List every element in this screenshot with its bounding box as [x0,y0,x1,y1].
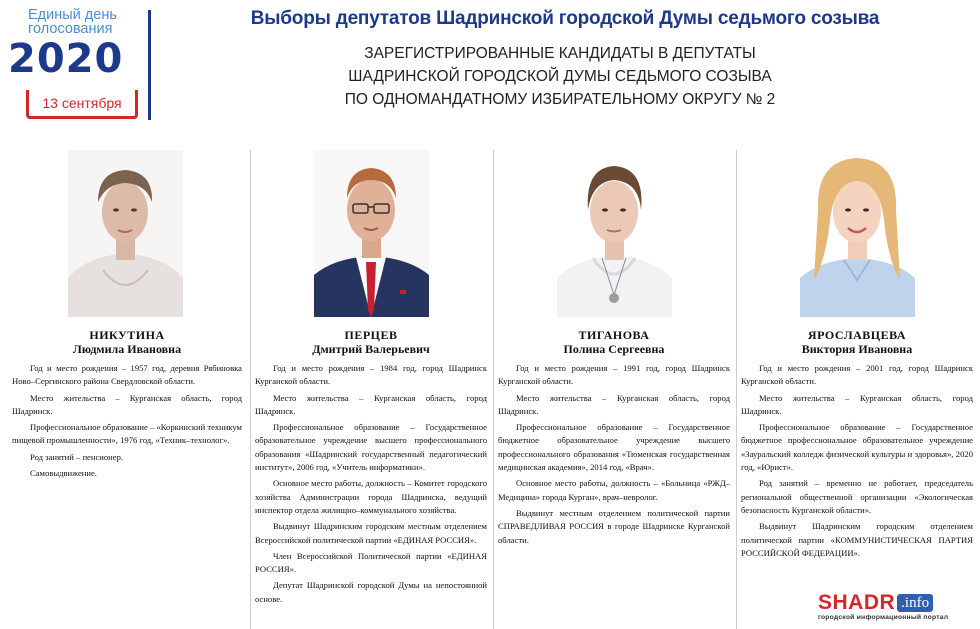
candidate-photo [68,150,183,317]
bio-paragraph: Профессиональное образование – «Коркинский техникум пищевой промышленности», 1976 год, «Техник–технолог». [12,422,242,446]
candidate-given-name: Виктория Ивановна [801,342,913,356]
candidate-bio [255,362,487,609]
candidate-bio [12,362,242,483]
subtitle-line: ПО ОДНОМАНДАТНОМУ ИЗБИРАТЕЛЬНОМУ ОКРУГУ № 2 [344,91,776,108]
shadr-info-watermark [818,592,968,621]
logo-date: 13 сентября [26,90,138,119]
logo-year: 2020 [8,36,124,82]
subtitle-line: ШАДРИНСКОЙ ГОРОДСКОЙ ДУМЫ СЕДЬМОГО СОЗЫВА [348,68,772,85]
bio-paragraph: Выдвинут Шадринским городским местным отделением Всероссийской политической партии «ЕДИНАЯ РОССИЯ». [255,521,487,545]
bio-paragraph: Основное место работы, должность – Комитет городского хозяйства Администрации города Шадринска, ведущий инспектор отдела жилищно–коммунального хозяйства. [255,478,487,515]
page-title: Выборы депутатов Шадринской городской Думы седьмого созыва [250,8,880,29]
bio-paragraph: Профессиональное образование – Государственное образовательное учреждение высшего профессионального образования «Шадринский государственный педагогический институт», 2006 год, «Учитель информатики». [255,422,487,473]
logo-top-line1: Единый день [28,7,117,23]
candidate-card [736,150,977,629]
page-subtitle [300,42,820,111]
candidate-surname: НИКУТИНА [89,328,165,342]
bio-paragraph: Профессиональное образование – Государственное бюджетное профессиональное образовательное учреждение «Зауральский колледж физической культуры и здоровья», 2020 год, «Юрист». [741,422,973,473]
bio-paragraph: Основное место работы, должность – «Больница «РЖД–Медицина» города Курган», врач–невролог. [498,478,730,502]
bio-paragraph: Выдвинут Шадринским городским отделением политической партии «КОММУНИСТИЧЕСКАЯ ПАРТИЯ РОССИЙСКОЙ ФЕДЕРАЦИИ». [741,521,973,558]
header-divider [148,10,151,120]
subtitle-line: ЗАРЕГИСТРИРОВАННЫЕ КАНДИДАТЫ В ДЕПУТАТЫ [364,45,756,62]
logo-top-line2: голосования [28,21,113,37]
candidate-photo [314,150,429,317]
bio-paragraph: Год и место рождения – 1984 год, город Шадринск Курганской области. [255,363,487,387]
candidate-surname: ЯРОСЛАВЦЕВА [807,328,907,342]
bio-paragraph: Год и место рождения – 1991 год, город Шадринск Курганской области. [498,363,730,387]
watermark-main: SHADR [818,591,896,614]
bio-paragraph: Место жительства – Курганская область, город Шадринск. [498,392,730,416]
bio-paragraph: Самовыдвижение. [30,468,97,479]
candidate-bio [498,362,730,550]
candidate-photo [557,150,672,317]
watermark-info: .info [897,594,933,612]
bio-paragraph: Род занятий – временно не работает, председатель региональной общественной организации «Экологическая безопасность Курганской области». [741,478,973,515]
bio-paragraph: Род занятий – пенсионер. [30,451,124,462]
watermark-subtitle: городской информационный портал [818,614,949,621]
bio-paragraph: Профессиональное образование – Государственное бюджетное образовательное учреждение высшего профессионального образования «Тюменская государственная медицинская академия», 2014 год, «Врач». [498,422,730,473]
bio-paragraph: Выдвинут местным отделением политической партии СПРАВЕДЛИВАЯ РОССИЯ в городе Шадринске Курганской области. [498,507,730,545]
candidate-photo [800,150,915,317]
bio-paragraph: Депутат Шадринской городской Думы на непостоянной основе. [255,580,487,604]
candidate-bio [741,362,973,563]
bio-paragraph: Член Всероссийской Политической партии «ЕДИНАЯ РОССИЯ». [255,550,487,575]
candidate-surname: ПЕРЦЕВ [344,328,398,342]
bio-paragraph: Год и место рождения – 1957 год, деревня Рябиновка Ново–Сергинского района Свердловской области. [12,363,242,387]
bio-paragraph: Место жительства – Курганская область, город Шадринск. [12,392,242,416]
candidate-given-name: Дмитрий Валерьевич [312,342,430,356]
bio-paragraph: Год и место рождения – 2001 год, город Шадринск Курганской области. [741,363,973,387]
candidate-surname: ТИГАНОВА [578,328,650,342]
bio-paragraph: Место жительства – Курганская область, город Шадринск. [255,392,487,416]
bio-paragraph: Место жительства – Курганская область, город Шадринск. [741,392,973,416]
candidate-card [493,150,734,629]
election-day-logo [8,8,146,120]
candidate-given-name: Людмила Ивановна [72,342,182,356]
candidate-card [250,150,491,629]
candidate-given-name: Полина Сергеевна [563,342,665,356]
candidate-card [8,150,246,629]
candidates-grid [0,150,980,629]
